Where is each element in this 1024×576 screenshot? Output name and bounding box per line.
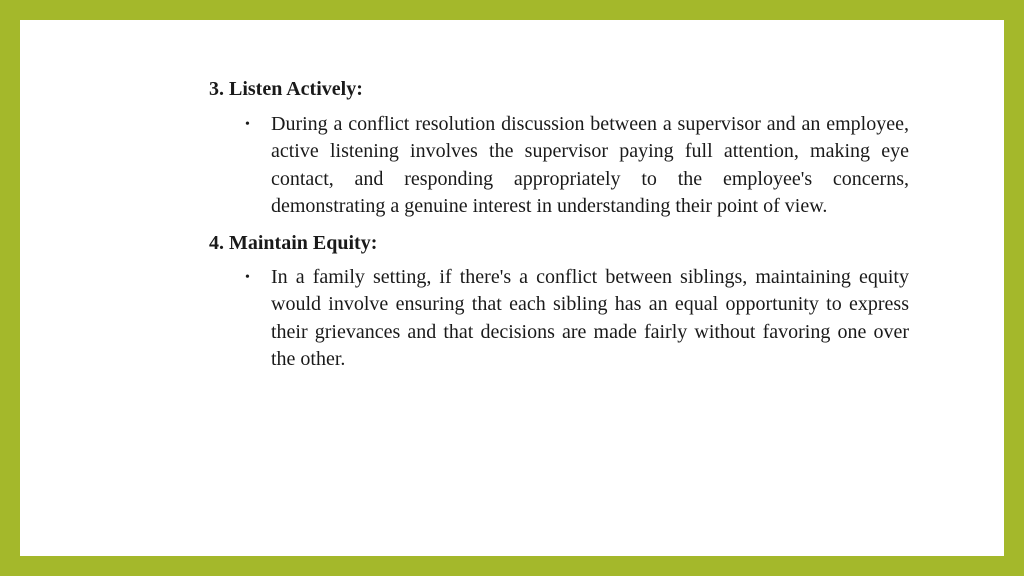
list-item xyxy=(209,264,909,373)
list-item xyxy=(209,111,909,220)
section-heading: 3. Listen Actively: xyxy=(209,78,363,100)
bullet-dot-icon: • xyxy=(245,270,250,286)
slide-panel xyxy=(20,20,1004,556)
bullet-text: In a family setting, if there's a conflict between siblings, maintaining equity would involve ensuring that each sibling has an equal opportunity to express their grievances and that decisions are made fairly without favoring one over the other. xyxy=(271,266,909,371)
bullet-text: During a conflict resolution discussion between a supervisor and an employee, active listening involves the supervisor paying full attention, making eye contact, and responding appropriately to the employee's concerns, demonstrating a genuine interest in understanding their point of view. xyxy=(271,113,909,217)
section-listen-actively xyxy=(209,76,909,220)
bullet-list xyxy=(209,111,909,220)
slide-content xyxy=(209,76,909,373)
bullet-dot-icon: • xyxy=(245,117,250,132)
section-maintain-equity xyxy=(209,230,909,373)
section-heading: 4. Maintain Equity: xyxy=(209,232,378,255)
bullet-list xyxy=(209,264,909,373)
